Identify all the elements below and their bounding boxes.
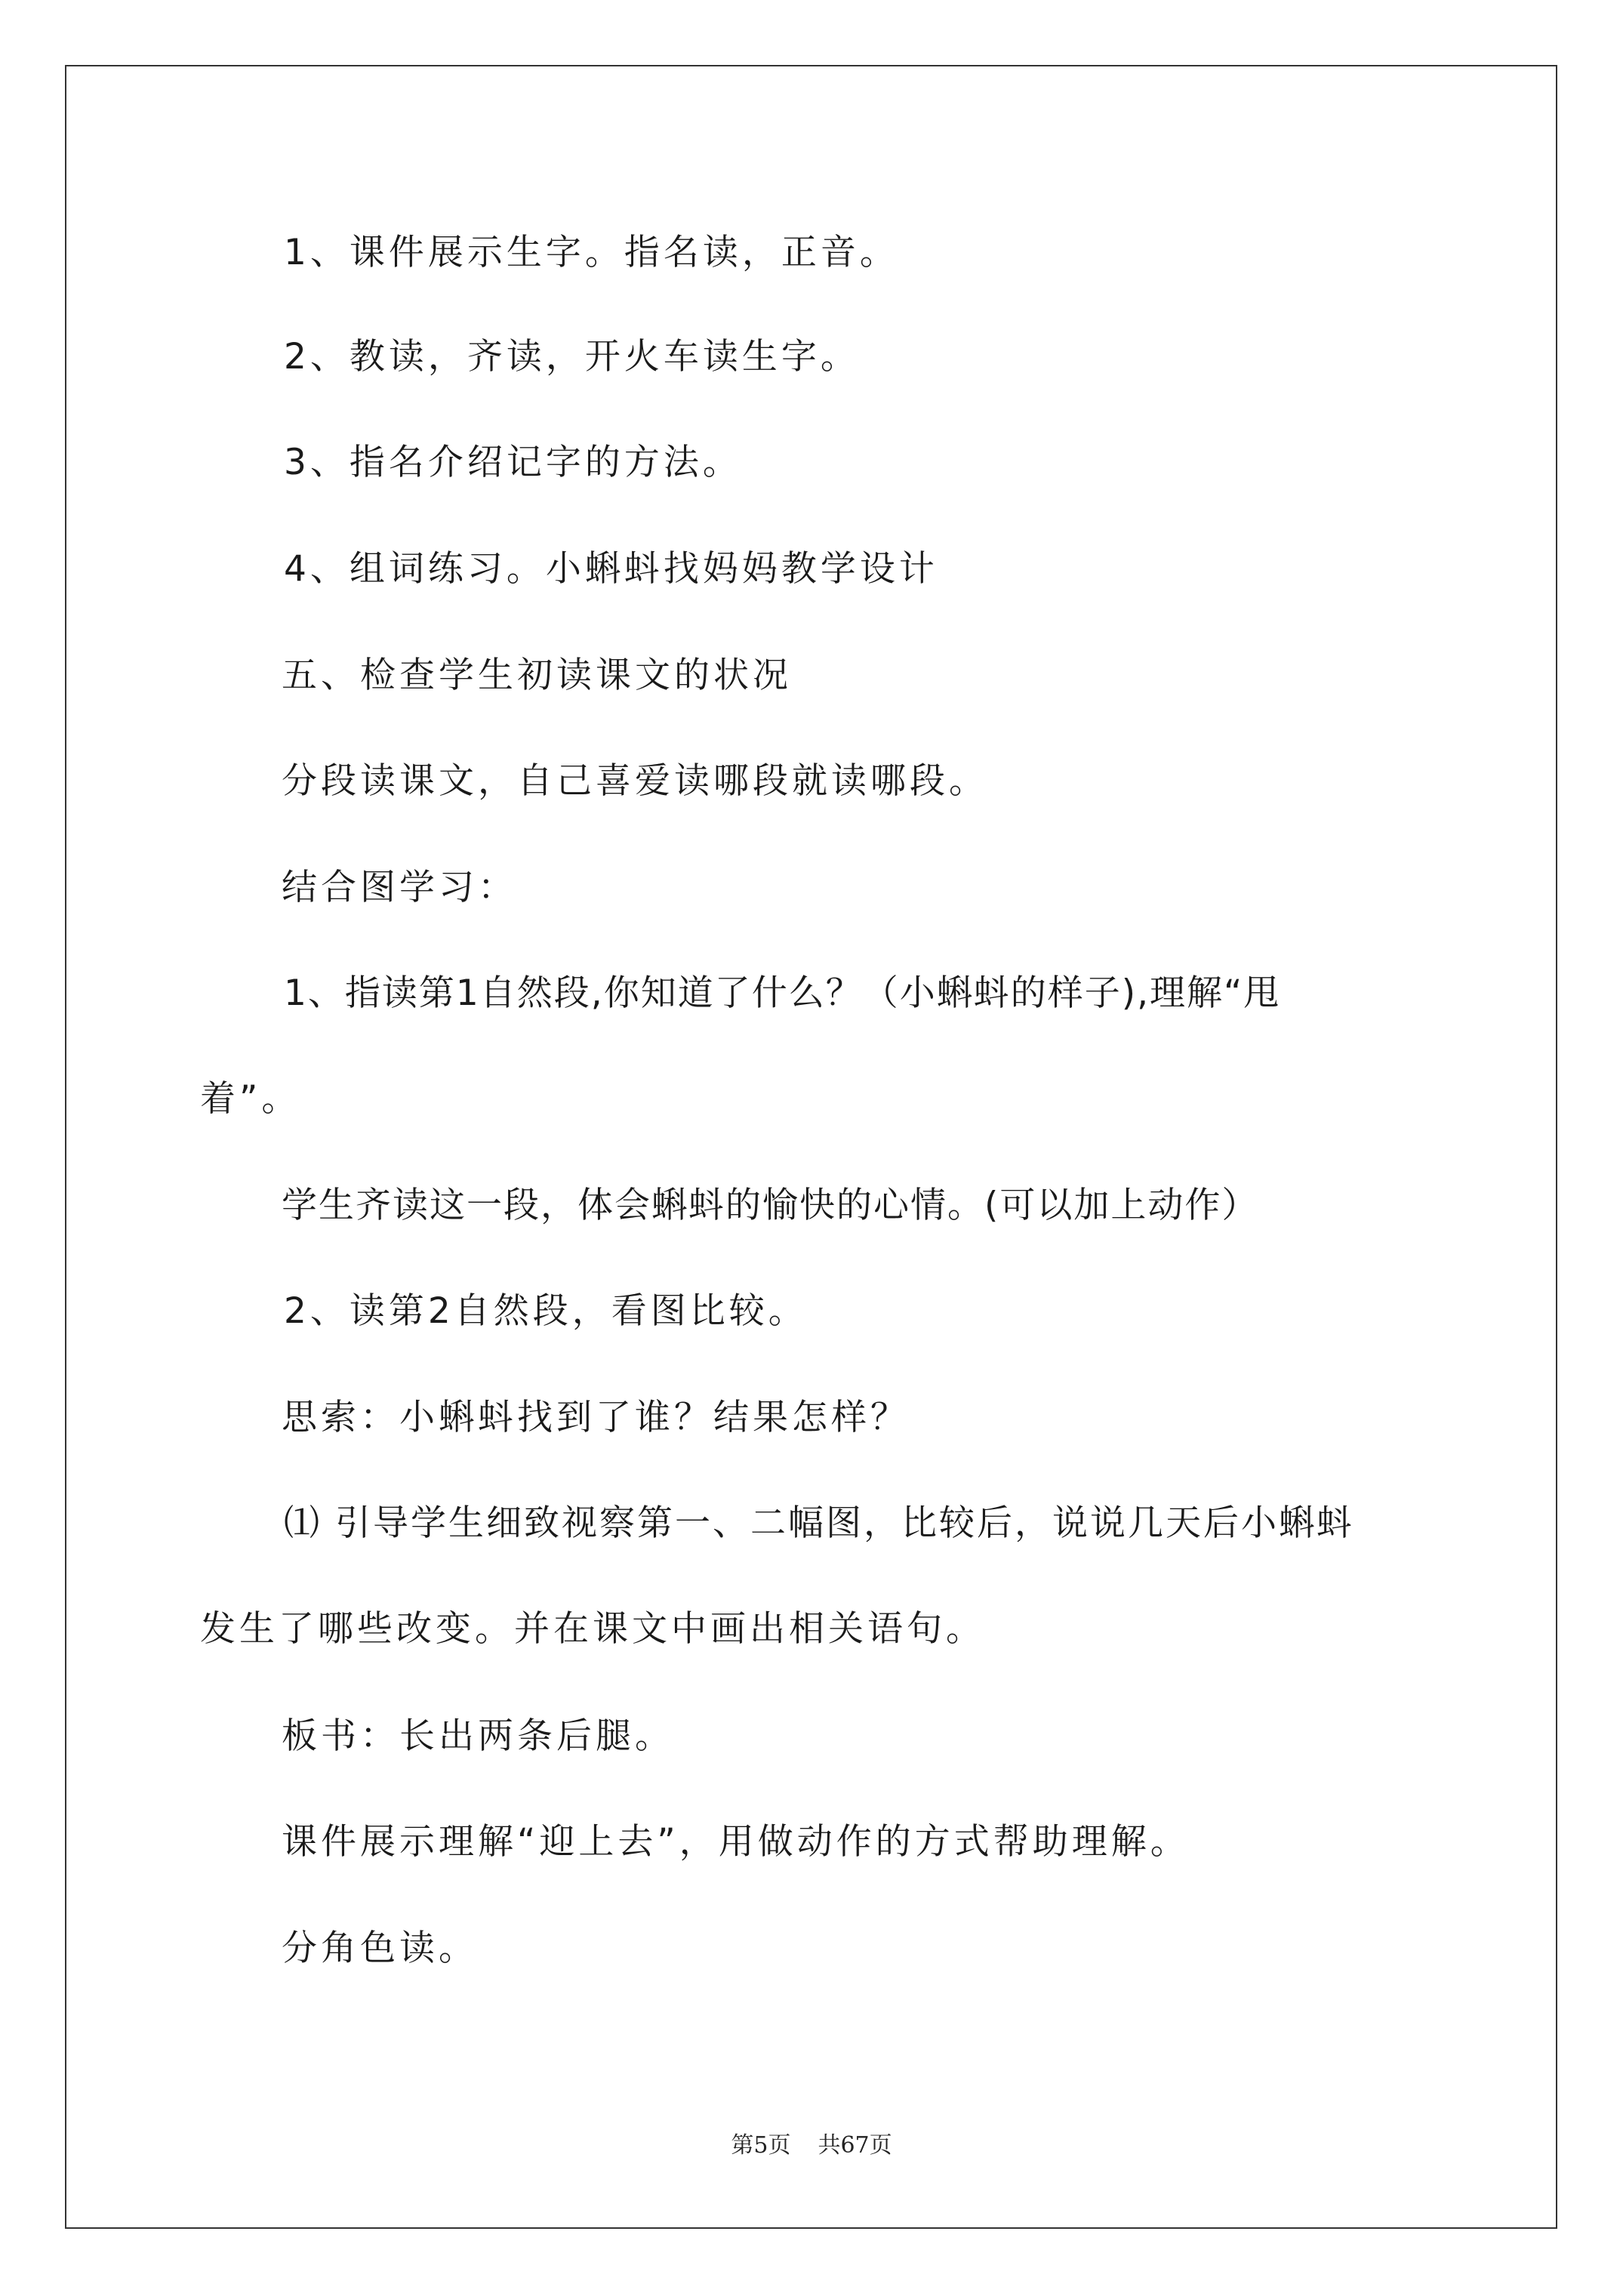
text-line-3: 3、指名介绍记字的方法。 bbox=[284, 442, 742, 483]
text-line-9: 着”。 bbox=[200, 1078, 301, 1120]
text-line-6: 分段读课文，自己喜爱读哪段就读哪段。 bbox=[282, 760, 988, 802]
page-border bbox=[65, 65, 1557, 2229]
text-line-1: 1、课件展示生字。指名读，正音。 bbox=[284, 232, 899, 273]
text-line-17: 分角色读。 bbox=[282, 1928, 478, 1969]
text-line-4: 4、组词练习。小蝌蚪找妈妈教学设计 bbox=[284, 548, 938, 590]
text-line-12: 思索：小蝌蚪找到了谁？结果怎样？ bbox=[282, 1397, 910, 1438]
text-line-2: 2、教读，齐读，开火车读生字。 bbox=[284, 336, 860, 378]
text-line-16: 课件展示理解“迎上去”，用做动作的方式帮助理解。 bbox=[282, 1821, 1190, 1863]
text-line-15: 板书：长出两条后腿。 bbox=[282, 1715, 674, 1757]
page-total: 共67页 bbox=[818, 2132, 892, 2159]
section-heading: 五、检查学生初读课文的状况 bbox=[282, 655, 792, 696]
text-line-7: 结合图学习： bbox=[282, 867, 517, 908]
text-line-11: 2、读第2自然段，看图比较。 bbox=[284, 1290, 808, 1332]
page-number: 第5页 bbox=[731, 2132, 791, 2159]
page-footer bbox=[0, 2131, 1623, 2161]
text-line-14: 发生了哪些改变。并在课文中画出相关语句。 bbox=[200, 1608, 985, 1650]
text-line-8: 1、指读第1自然段,你知道了什么？（小蝌蚪的样子),理解“甩 bbox=[284, 972, 1281, 1014]
text-line-13: ⑴ 引导学生细致视察第一、二幅图，比较后，说说几天后小蝌蚪 bbox=[284, 1502, 1354, 1544]
text-line-10: 学生齐读这一段，体会蝌蚪的愉快的心情。(可以加上动作） bbox=[282, 1185, 1259, 1226]
